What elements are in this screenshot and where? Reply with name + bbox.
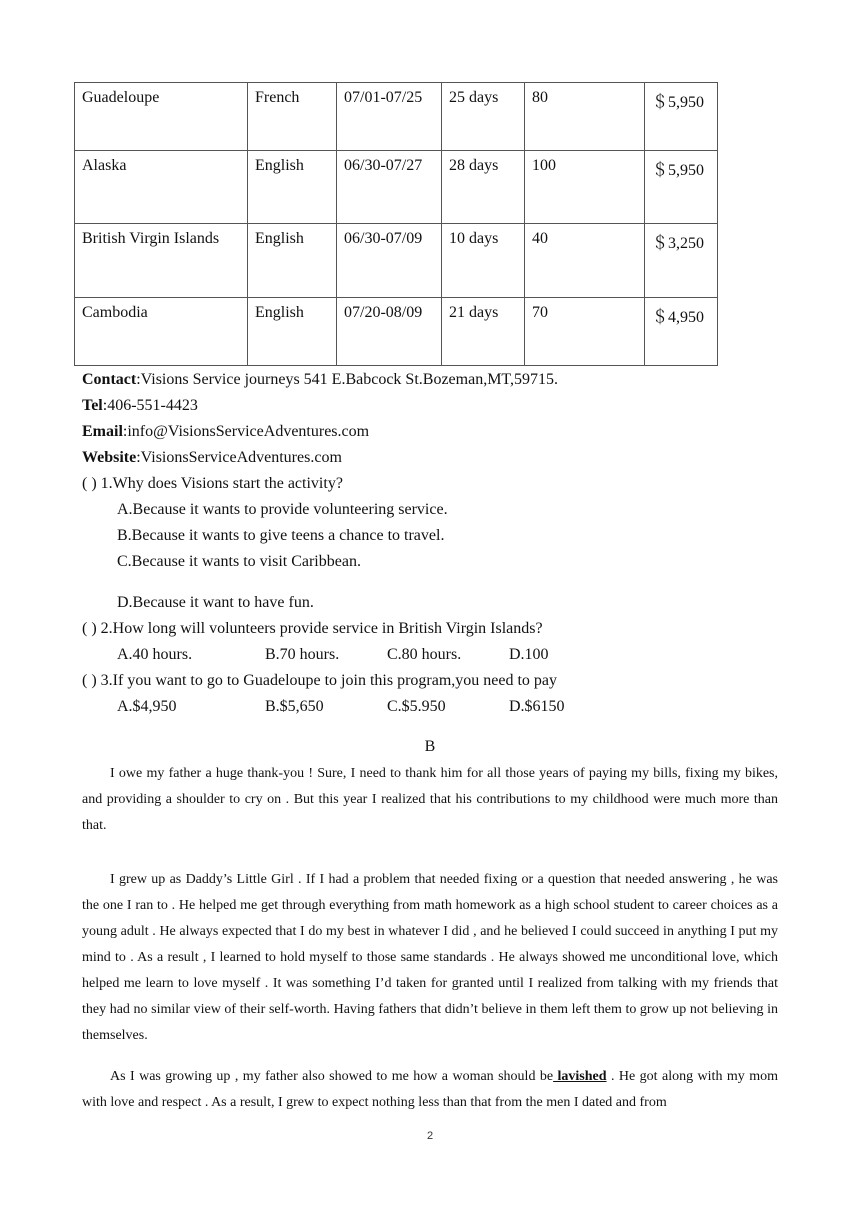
contact-line (82, 367, 558, 393)
email-value: :info@VisionsServiceAdventures.com (122, 423, 370, 440)
cell-destination: Guadeloupe (75, 83, 248, 151)
cell-length: 25 days (442, 83, 525, 151)
table-row (75, 224, 718, 298)
cell-cost: ＄5,950 (645, 151, 718, 224)
table-row (75, 298, 718, 366)
cell-language: English (248, 298, 337, 366)
page-number: 2 (426, 1130, 434, 1142)
paragraph-1: I owe my father a huge thank-you ! Sure, I need to thank him for all those years of paying my bills, fixing my bikes, and providing a shoulder to cry on . But this year I realized that his contributions to my childhood were much more than that. (82, 766, 778, 833)
cell-cost: ＄3,250 (645, 224, 718, 298)
cell-hours: 70 (525, 298, 645, 366)
question-1-option-b: B.Because it wants to give teens a chance to travel. (117, 527, 445, 544)
cell-language: French (248, 83, 337, 151)
cell-length: 28 days (442, 151, 525, 224)
paragraph-3-text-after: . He got along with my mom with love and respect . As a result, I grew to expect nothing less than that from the men I dated and from (82, 1069, 778, 1110)
cell-language: English (248, 224, 337, 298)
question-2-option-d: D.100 (509, 646, 549, 663)
cell-dates: 06/30-07/27 (337, 151, 442, 224)
cell-length: 21 days (442, 298, 525, 366)
tel-label: Tel (82, 397, 103, 414)
table-row (75, 151, 718, 224)
cell-dates: 06/30-07/09 (337, 224, 442, 298)
cell-destination: Alaska (75, 151, 248, 224)
email-line (82, 419, 369, 445)
section-heading: B (424, 738, 436, 755)
question-2-option-b: B.70 hours. (265, 646, 340, 663)
cell-dates: 07/01-07/25 (337, 83, 442, 151)
cell-cost: ＄5,950 (645, 83, 718, 151)
question-3-option-b: B.$5,650 (265, 698, 324, 715)
cell-dates: 07/20-08/09 (337, 298, 442, 366)
keyword-lavished: lavished (553, 1069, 607, 1084)
question-1-stem: ( ) 1.Why does Visions start the activity? (82, 475, 343, 492)
contact-value: :Visions Service journeys 541 E.Babcock St.Bozeman,MT,59715. (136, 371, 559, 388)
website-line (82, 445, 342, 471)
question-3-option-c: C.$5.950 (387, 698, 446, 715)
question-3-option-d: D.$6150 (509, 698, 565, 715)
question-1-option-d: D.Because it want to have fun. (117, 594, 314, 611)
tel-value: :406-551-4423 (102, 397, 198, 414)
contact-label: Contact (82, 371, 137, 388)
cell-destination: Cambodia (75, 298, 248, 366)
cell-length: 10 days (442, 224, 525, 298)
website-value: :VisionsServiceAdventures.com (136, 449, 342, 466)
table-row (75, 83, 718, 151)
paragraph-2: I grew up as Daddy’s Little Girl . If I had a problem that needed fixing or a question that needed answering , he was the one I ran to . He helped me get through everything from math homework as a high school student to career choices as a young adult . He always expected that I do my best in whatever I did , and he believed I could succeed in anything I put my mind to . As a result , I learned to hold myself to those same standards . He always showed me unconditional love, which helped me learn to love myself . It was something I’d taken for granted until I realized from talking with my friends that they had no similar view of their self-worth. Having fathers that didn’t believe in them left them to grow up not believing in themselves. (82, 872, 778, 1043)
question-2-option-c: C.80 hours. (387, 646, 462, 663)
question-3-option-a: A.$4,950 (117, 698, 177, 715)
tel-line (82, 393, 198, 419)
paragraph-3 (82, 1064, 778, 1116)
website-label: Website (82, 449, 137, 466)
cell-language: English (248, 151, 337, 224)
cell-hours: 80 (525, 83, 645, 151)
question-2-stem: ( ) 2.How long will volunteers provide service in British Virgin Islands? (82, 620, 543, 637)
cell-hours: 40 (525, 224, 645, 298)
cell-cost: ＄4,950 (645, 298, 718, 366)
email-label: Email (82, 423, 123, 440)
cell-hours: 100 (525, 151, 645, 224)
question-1-option-a: A.Because it wants to provide volunteering service. (117, 501, 448, 518)
question-1-option-c: C.Because it wants to visit Caribbean. (117, 553, 361, 570)
question-2-option-a: A.40 hours. (117, 646, 193, 663)
question-3-stem: ( ) 3.If you want to go to Guadeloupe to join this program,you need to pay (82, 672, 558, 689)
cell-destination: British Virgin Islands (75, 224, 248, 298)
paragraph-3-text-before: As I was growing up , my father also showed to me how a woman should be (110, 1069, 554, 1084)
program-table (74, 82, 718, 366)
